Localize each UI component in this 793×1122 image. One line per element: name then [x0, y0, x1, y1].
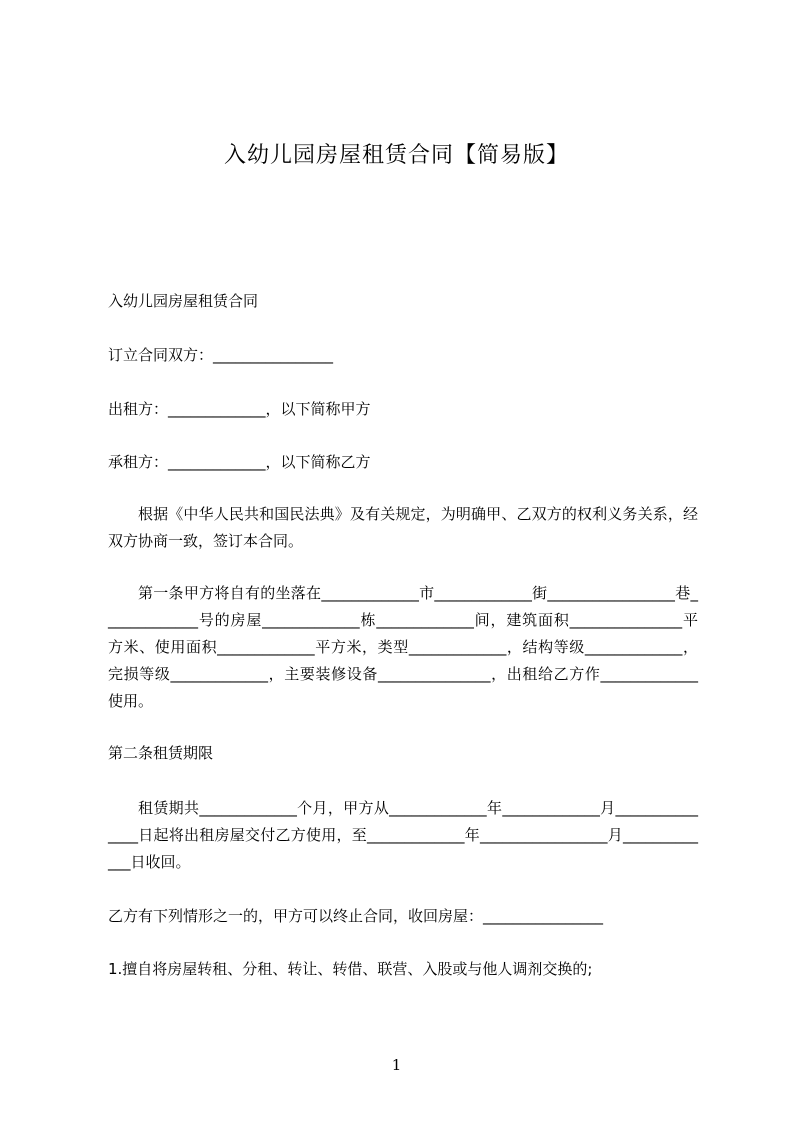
- paragraph-contract-name: 入幼儿园房屋租赁合同: [108, 292, 259, 310]
- paragraph-article-2-heading: 第二条租赁期限: [108, 744, 214, 762]
- paragraph-parties: 订立合同双方：________________: [108, 346, 334, 364]
- page-number: 1: [391, 1056, 402, 1074]
- document-title: 入幼儿园房屋租赁合同【简易版】: [223, 143, 569, 168]
- paragraph-item-1: 1.擅自将房屋转租、分租、转让、转借、联营、入股或与他人调剂交换的;: [108, 960, 593, 978]
- paragraph-article-1: 第一条甲方将自有的坐落在_____________市_____________街_________________巷_____________号的房屋_____________栋_____________间，建筑面积_______________平方米、使用面积_____________平方米，类型_____________，结构等级_____________，完损等级_____________，主要装修设备_______________，出租给乙方作_____________使用。: [108, 584, 698, 710]
- paragraph-termination: 乙方有下列情形之一的，甲方可以终止合同，收回房屋：________________: [108, 907, 604, 925]
- paragraph-basis: 根据《中华人民共和国民法典》及有关规定，为明确甲、乙双方的权利义务关系，经双方协商一致，签订本合同。: [108, 505, 698, 550]
- paragraph-lease-term: 租赁期共_____________个月，甲方从_____________年_____________月_______________日起将出租房屋交付乙方使用，至_____________年_________________月_____________日收回。: [108, 799, 698, 871]
- paragraph-lessor: 出租方：_____________，以下简称甲方: [108, 400, 371, 418]
- paragraph-lessee: 承租方：_____________，以下简称乙方: [108, 453, 371, 471]
